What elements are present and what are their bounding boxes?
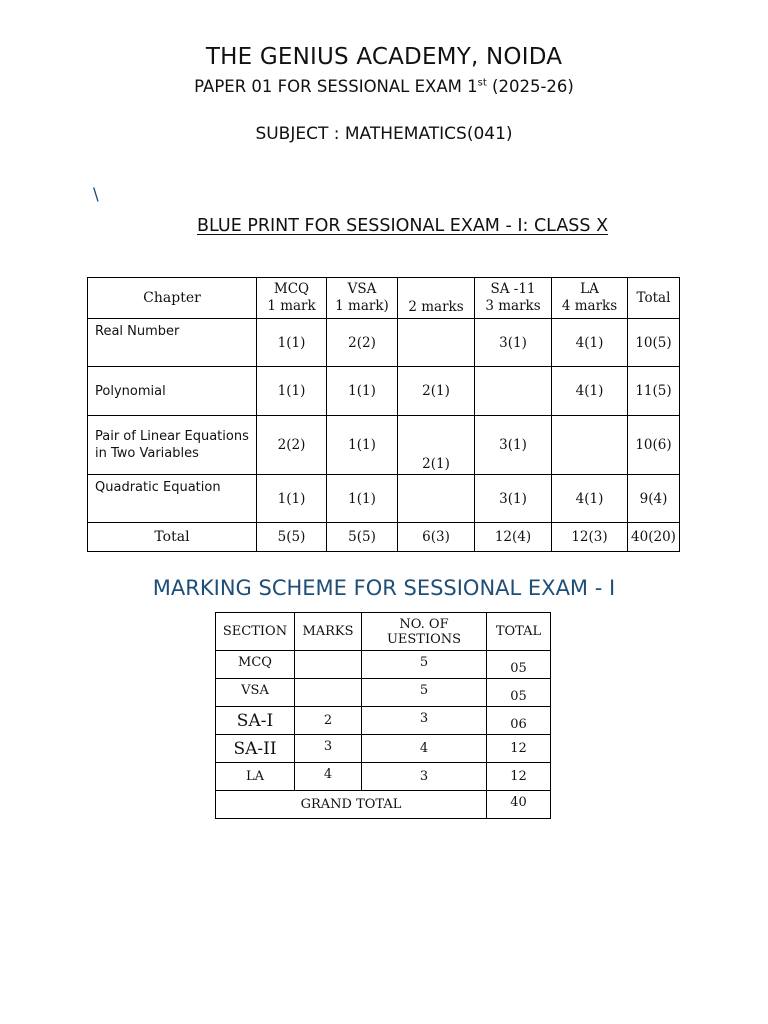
header-marks: MARKS bbox=[295, 613, 362, 651]
paper-title-superscript: st bbox=[477, 77, 487, 89]
table-row bbox=[216, 735, 551, 763]
header-vsa-line1: VSA bbox=[347, 281, 377, 297]
grand-total-value: 40 bbox=[487, 791, 551, 819]
marks-cell bbox=[295, 651, 362, 679]
section-cell: LA bbox=[216, 763, 295, 791]
grand-total-label: GRAND TOTAL bbox=[216, 791, 487, 819]
mcq-cell: 2(2) bbox=[257, 416, 327, 475]
sa-cell: 3(1) bbox=[475, 319, 552, 367]
total-cell: 11(5) bbox=[628, 367, 680, 416]
chapter-cell: Pair of Linear Equations in Two Variables bbox=[88, 416, 257, 475]
two-marks-total: 6(3) bbox=[398, 523, 475, 552]
total-cell: 10(6) bbox=[628, 416, 680, 475]
mcq-cell: 1(1) bbox=[257, 319, 327, 367]
total-cell: 06 bbox=[487, 707, 551, 735]
table-row bbox=[216, 707, 551, 735]
vsa-cell: 1(1) bbox=[327, 416, 398, 475]
total-cell: 05 bbox=[487, 679, 551, 707]
marks-cell: 3 bbox=[295, 735, 362, 763]
total-cell: 12 bbox=[487, 735, 551, 763]
chapter-cell: Polynomial bbox=[88, 367, 257, 416]
total-cell: 9(4) bbox=[628, 475, 680, 523]
header-la-line2: 4 marks bbox=[561, 298, 618, 314]
header-total: Total bbox=[628, 278, 680, 319]
table-row bbox=[88, 319, 680, 367]
paper-title-prefix: PAPER 01 FOR SESSIONAL EXAM 1 bbox=[194, 77, 478, 96]
header-questions-line2: UESTIONS bbox=[386, 631, 462, 647]
vsa-cell: 1(1) bbox=[327, 475, 398, 523]
vsa-cell: 2(2) bbox=[327, 319, 398, 367]
la-cell bbox=[552, 416, 628, 475]
marking-scheme-title: MARKING SCHEME FOR SESSIONAL EXAM - I bbox=[152, 576, 616, 600]
marking-scheme-table bbox=[215, 612, 551, 819]
header-la bbox=[552, 278, 628, 319]
sa-cell bbox=[475, 367, 552, 416]
blueprint-table bbox=[87, 277, 680, 552]
mcq-cell: 1(1) bbox=[257, 367, 327, 416]
header-mcq-line2: 1 mark bbox=[267, 298, 316, 314]
header-total: TOTAL bbox=[487, 613, 551, 651]
table-row bbox=[216, 763, 551, 791]
blueprint-header-row bbox=[88, 278, 680, 319]
grand-total-row bbox=[216, 791, 551, 819]
section-cell: SA-II bbox=[216, 735, 295, 763]
table-row bbox=[88, 416, 680, 475]
la-total: 12(3) bbox=[552, 523, 628, 552]
header-questions-line1: NO. OF bbox=[399, 616, 449, 632]
mcq-cell: 1(1) bbox=[257, 475, 327, 523]
table-row bbox=[216, 651, 551, 679]
header-sa-line2: 3 marks bbox=[485, 298, 541, 314]
questions-cell: 5 bbox=[362, 651, 487, 679]
questions-cell: 3 bbox=[362, 763, 487, 791]
la-cell: 4(1) bbox=[552, 319, 628, 367]
mcq-total: 5(5) bbox=[257, 523, 327, 552]
two-marks-cell: 2(1) bbox=[398, 416, 475, 475]
header-2-marks: 2 marks bbox=[398, 278, 475, 319]
header-la-line1: LA bbox=[580, 281, 599, 297]
grand-total: 40(20) bbox=[628, 523, 680, 552]
stray-backslash-mark: \ bbox=[93, 185, 99, 205]
header-sa-line1: SA -11 bbox=[490, 281, 536, 297]
two-marks-cell bbox=[398, 475, 475, 523]
paper-title-suffix: (2025-26) bbox=[486, 77, 574, 96]
header-sa bbox=[475, 278, 552, 319]
questions-cell: 3 bbox=[362, 707, 487, 735]
questions-cell: 5 bbox=[362, 679, 487, 707]
two-marks-cell bbox=[398, 319, 475, 367]
blueprint-total-row bbox=[88, 523, 680, 552]
blueprint-title: BLUE PRINT FOR SESSIONAL EXAM - I: CLASS X bbox=[197, 216, 609, 236]
header-questions bbox=[362, 613, 487, 651]
sa-cell: 3(1) bbox=[475, 475, 552, 523]
header-vsa bbox=[327, 278, 398, 319]
section-cell: VSA bbox=[216, 679, 295, 707]
section-cell: SA-I bbox=[216, 707, 295, 735]
table-row bbox=[88, 475, 680, 523]
vsa-total: 5(5) bbox=[327, 523, 398, 552]
header-mcq bbox=[257, 278, 327, 319]
sa-cell: 3(1) bbox=[475, 416, 552, 475]
school-name: THE GENIUS ACADEMY, NOIDA bbox=[205, 44, 563, 70]
marking-header-row bbox=[216, 613, 551, 651]
total-label: Total bbox=[88, 523, 257, 552]
sa-total: 12(4) bbox=[475, 523, 552, 552]
vsa-cell: 1(1) bbox=[327, 367, 398, 416]
paper-title bbox=[0, 77, 768, 96]
table-row bbox=[216, 679, 551, 707]
total-cell: 10(5) bbox=[628, 319, 680, 367]
two-marks-cell: 2(1) bbox=[398, 367, 475, 416]
table-row bbox=[88, 367, 680, 416]
la-cell: 4(1) bbox=[552, 367, 628, 416]
section-cell: MCQ bbox=[216, 651, 295, 679]
header-section: SECTION bbox=[216, 613, 295, 651]
chapter-cell: Real Number bbox=[88, 319, 257, 367]
marks-cell bbox=[295, 679, 362, 707]
la-cell: 4(1) bbox=[552, 475, 628, 523]
questions-cell: 4 bbox=[362, 735, 487, 763]
header-mcq-line1: MCQ bbox=[273, 281, 310, 297]
total-cell: 12 bbox=[487, 763, 551, 791]
marks-cell: 2 bbox=[295, 707, 362, 735]
header-vsa-line2: 1 mark) bbox=[335, 298, 389, 314]
marks-cell: 4 bbox=[295, 763, 362, 791]
subject-line: SUBJECT : MATHEMATICS(041) bbox=[255, 124, 513, 144]
header-chapter: Chapter bbox=[88, 278, 257, 319]
chapter-cell: Quadratic Equation bbox=[88, 475, 257, 523]
total-cell: 05 bbox=[487, 651, 551, 679]
